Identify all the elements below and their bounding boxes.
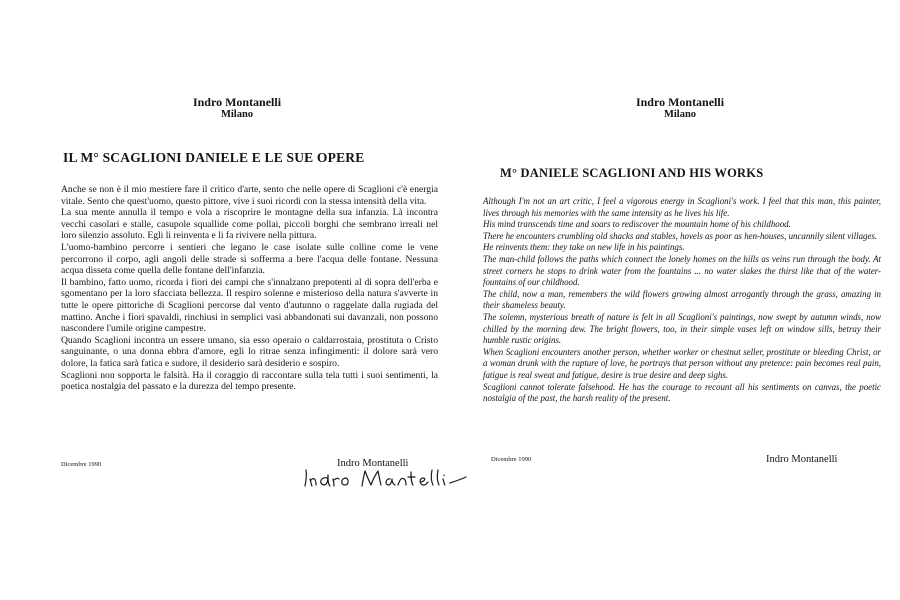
closing-name: Indro Montanelli [337,458,409,469]
letter-date: Dicembre 1990 [61,461,102,468]
letterhead-city: Milano [663,109,697,120]
paragraph: Scaglioni non sopporta le falsità. Ha il coraggio di raccontare sulla tela tutti i suoi sentimenti, la poetica nostalgia del passato e la durezza del tempo presente. [61,369,438,393]
paragraph: He reinvents them: they take on new life in his paintings. [483,242,685,253]
paragraph: His mind transcends time and soars to rediscover the mountain home of his childhood. [483,219,791,230]
paragraph: Scaglioni cannot tolerate falsehood. He has the courage to recount all his sentiments on canvas, the poetic nostalgia of the past, the harsh reality of the present. [483,381,881,404]
letterhead-author: Indro Montanelli [635,95,725,109]
letter-title: IL M° SCAGLIONI DANIELE E LE SUE OPERE [63,150,365,165]
paragraph: The solemn, mysterious breath of nature is felt in all Scaglioni's paintings, now swept by autumn winds, now chilled by the morning dew. The bright flowers, too, in their simple vases left on window sills, betray their humble rustic origins. [483,311,881,346]
letter-date: Dicembre 1990 [491,456,532,463]
letterhead-author: Indro Montanelli [192,95,282,109]
paragraph: The child, now a man, remembers the wild flowers growing almost arrogantly through the grass, amazing in their shameless beauty. [483,288,881,311]
signature-scribble [300,466,470,492]
paragraph: Il bambino, fatto uomo, ricorda i fiori dei campi che s'innalzano prepotenti al di sopra dell'erba e sgomentano per la loro sfacciata bellezza. Il respiro solenne e misterioso della natura s'avverte in tutte le opere pittoriche di Scaglioni percorse dal vento d'autunno o raggelate dalla rugiada del mattino. Anche i fiori spavaldi, rinchiusi in semplici vasi abbandonati sui davanzali, non possono nascondere l'umile origine campestre. [61,276,438,335]
paragraph: La sua mente annulla il tempo e vola a riscoprire le montagne della sua infanzia. Là incontra vecchi casolari e stalle, casupole squallide come pollai, piccoli borghi che sembrano irreali nel loro silenzio assoluto. Egli li reinventa e li fa rivivere nella pittura. [61,207,438,242]
letter-title: M° DANIELE SCAGLIONI AND HIS WORKS [500,166,764,180]
paragraph: Quando Scaglioni incontra un essere umano, sia esso operaio o caldarrostaia, prostituta o Cristo sanguinante, o una donna ebbra d'amore, egli lo ritrae senza infingimenti: il dolore sarà vero dolore, la fatica sarà fatica e sudore, il desiderio sarà desiderio e sospiro. [61,334,438,369]
paragraph: Although I'm not an art critic, I feel a vigorous energy in Scaglioni's work. I feel that this man, this painter, lives through his memories with the same intensity as he lives his life. [483,196,881,218]
letter-english [450,0,900,600]
handwritten-signature [300,466,470,492]
paragraph: The man-child follows the paths which connect the lonely homes on the hills as veins run through the body. At street corners he stops to drink water from the fountains ... no water slakes the thirst like that of the water-fountains of our childhood. [483,253,881,288]
letter-body [61,184,438,393]
letterhead-city: Milano [220,109,254,120]
paragraph: There he encounters crumbling old shacks and stables, hovels as poor as hen-houses, uncannily silent villages. [483,230,878,241]
paragraph: When Scaglioni encounters another person, whether worker or chestnut seller, prostitute or bleeding Christ, or a woman drunk with the rapture of love, he portrays that person without any pretence: pain becomes real pain, fatigue is real sweat and fatigue, desire is true desire and deep sighs. [483,346,881,380]
paragraph: L'uomo-bambino percorre i sentieri che legano le case isolate sulle colline come le vene percorrono il corpo, agli angoli delle strade si sofferma a bere l'acqua delle fontane. Nessuna acqua disseta come quella delle fontane dell'infanzia. [61,241,438,277]
paragraph: Anche se non è il mio mestiere fare il critico d'arte, sento che nelle opere di Scaglioni c'è energia vitale. Sento che quest'uomo, questo pittore, vive i suoi ricordi con la stessa intensità della vita. [61,184,438,207]
closing-name: Indro Montanelli [766,454,838,465]
letter-body [483,196,881,405]
